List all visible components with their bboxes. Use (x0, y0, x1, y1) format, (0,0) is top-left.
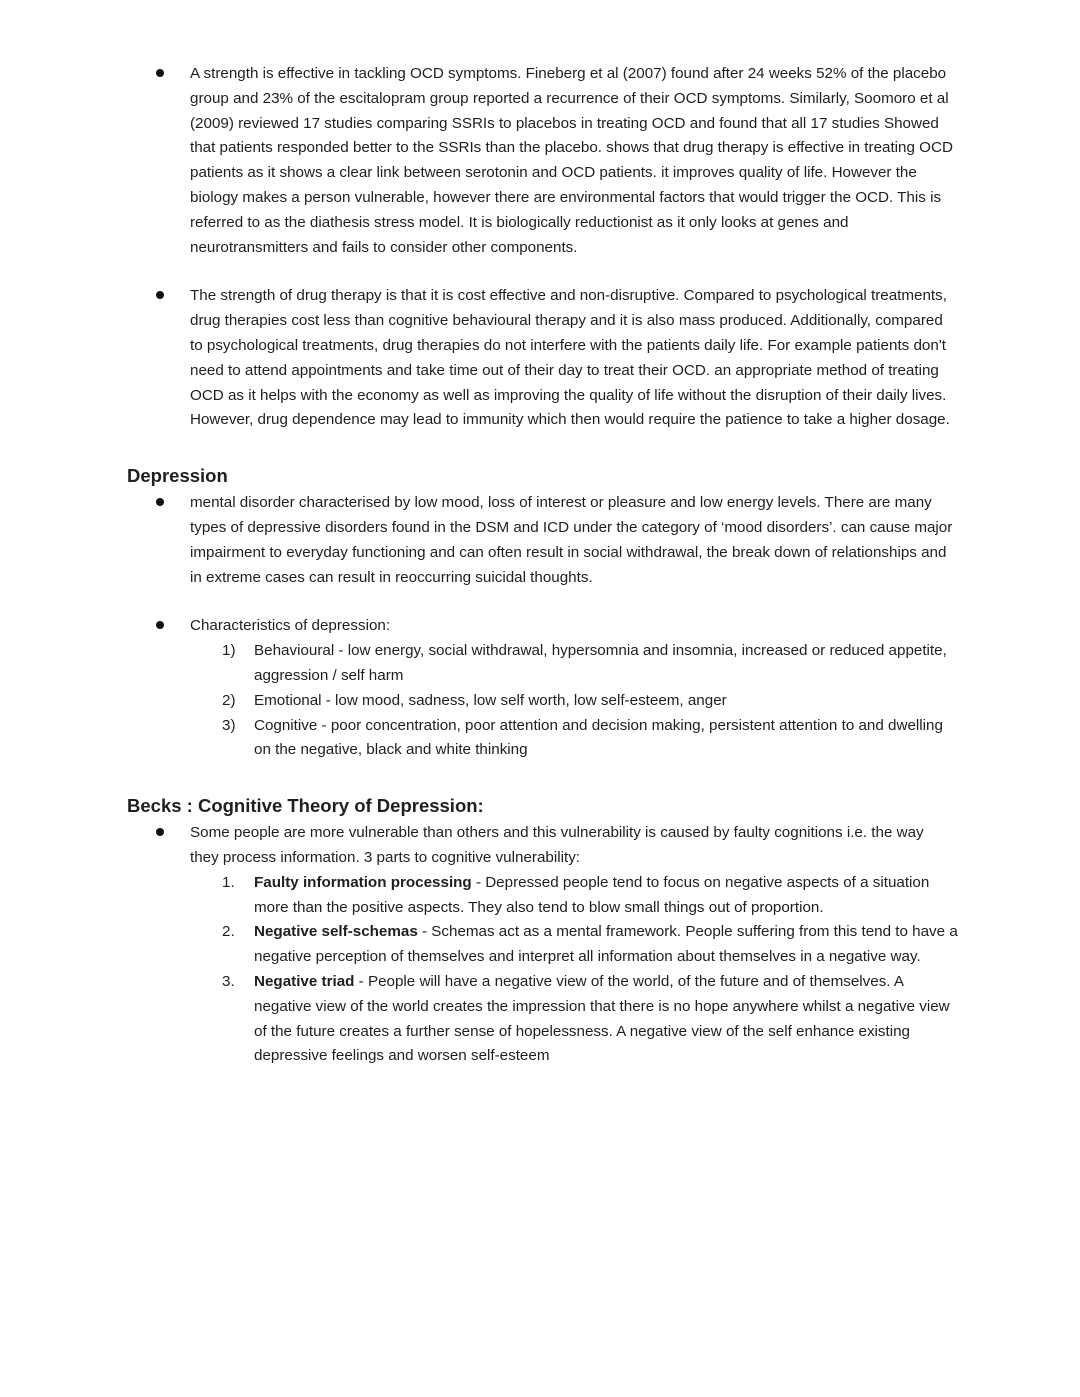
becks-parts-list (222, 871, 958, 1069)
list-item: 2) Emotional - low mood, sadness, low self worth, low self-esteem, anger (222, 691, 727, 709)
bullet-icon (156, 498, 164, 506)
characteristics-list (222, 639, 958, 763)
bullet-icon (156, 69, 164, 77)
list-item: 1. Faulty information processing - Depressed people tend to focus on negative aspects of a situation more than the positive aspects. They also tend to blow small things out of proportion. (222, 873, 930, 916)
bullet-icon (156, 291, 164, 299)
depression-heading: Depression (127, 465, 228, 487)
ocd-evaluation-bullet-1 (190, 62, 956, 260)
characteristics-intro: Characteristics of depression: (190, 617, 391, 635)
list-item: 1) Behavioural - low energy, social withdrawal, hypersomnia and insomnia, increased or reduced appetite, aggression / self harm (222, 642, 947, 684)
bullet-icon (156, 828, 164, 836)
list-item: 3. Negative triad - People will have a negative view of the world, of the future and of themselves. A negative view of the world creates the impression that there is no hope anywhere whilst a negative view of the future creates a further sense of hopelessness. A negative view of the self enhance existing depressive feelings and worsen self-esteem (222, 972, 950, 1065)
depression-definition-text: mental disorder characterised by low mood, loss of interest or pleasure and low energy levels. There are many types of depressive disorders found in the DSM and ICD under the category of ‘mood disorders’. can cause major impairment to everyday functioning and can often result in social withdrawal, the break down of relationships and in extreme cases can result in reoccurring suicidal thoughts. (190, 494, 953, 586)
becks-heading: Becks : Cognitive Theory of Depression: (127, 795, 484, 817)
depression-definition-bullet (190, 491, 956, 590)
list-item: 2. Negative self-schemas - Schemas act as a mental framework. People suffering from this tend to have a negative perception of themselves and interpret all information about themselves in a negative way. (222, 923, 958, 966)
depression-characteristics-bullet (190, 614, 956, 639)
becks-intro-text: Some people are more vulnerable than others and this vulnerability is caused by faulty cognitions i.e. the way they process information. 3 parts to cognitive vulnerability: (190, 824, 924, 866)
list-item: 3) Cognitive - poor concentration, poor attention and decision making, persistent attention to and dwelling on the negative, black and white thinking (222, 716, 943, 759)
ocd-evaluation-text-1: A strength is effective in tackling OCD symptoms. Fineberg et al (2007) found after 24 weeks 52% of the placebo group and 23% of the escitalopram group reported a recurrence of their OCD symptoms. Similarly, Soomoro et al (2009) reviewed 17 studies comparing SSRIs to placebos in treating OCD and found that all 17 studies Showed that patients responded better to the SSRIs than the placebo. shows that drug therapy is effective in treating OCD patients as it shows a clear link between serotonin and OCD patients. it improves quality of life. However the biology makes a person vulnerable, however there are environmental factors that would trigger the OCD. This is referred to as the diathesis stress model. It is biologically reductionist as it only looks at genes and neurotransmitters and fails to consider other components. (190, 65, 953, 256)
becks-intro-bullet (190, 821, 956, 871)
ocd-evaluation-text-2: The strength of drug therapy is that it is cost effective and non-disruptive. Compared to psychological treatments, drug therapies cost less than cognitive behavioural therapy and it is also mass produced. Additionally, compared to psychological treatments, drug therapies do not interfere with the patients daily life. For example patients don't need to attend appointments and take time out of their day to treat their OCD. an appropriate method of treating OCD as it helps with the economy as well as improving the quality of life without the disruption of their daily lives. However, drug dependence may lead to immunity which then would require the patience to take a higher dosage. (190, 287, 950, 429)
bullet-icon (156, 621, 164, 629)
ocd-evaluation-bullet-2 (190, 284, 956, 433)
